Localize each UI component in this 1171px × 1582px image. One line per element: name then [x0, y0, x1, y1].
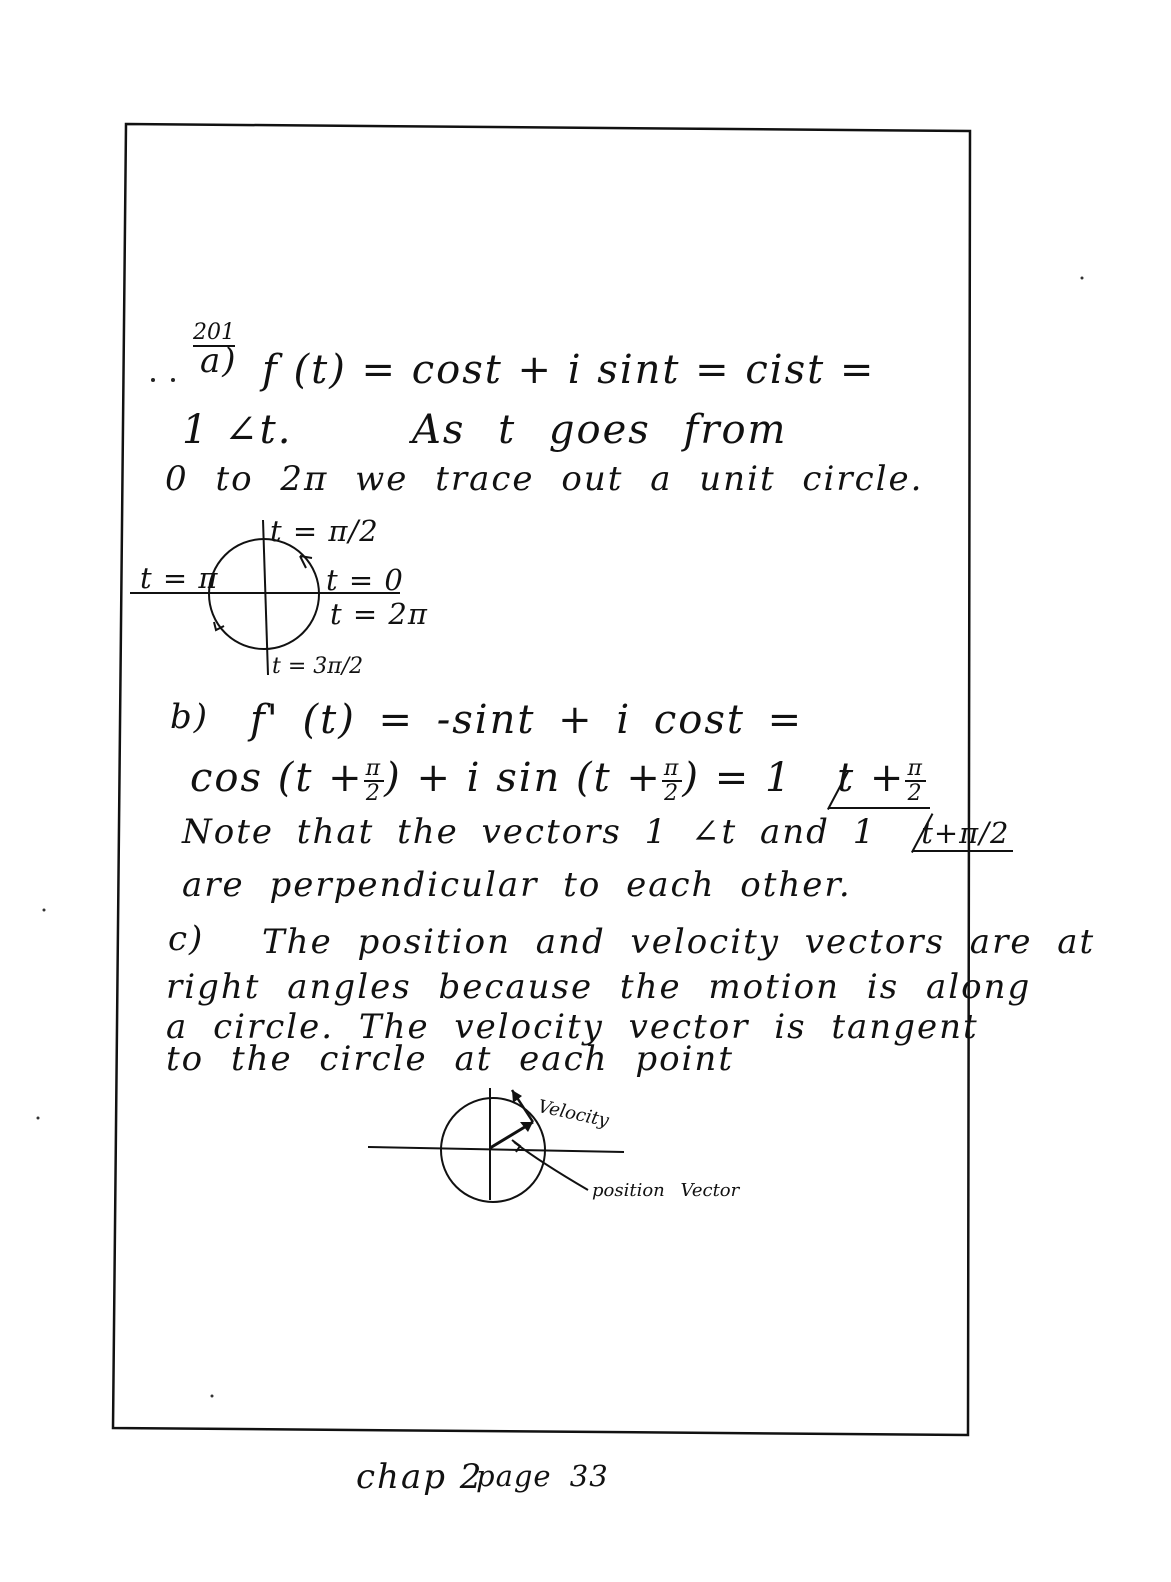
- label-t-zero: t = 0: [326, 563, 404, 597]
- label-t-3pi-over-2: t = 3π/2: [272, 654, 364, 679]
- part-c-label: c): [168, 919, 205, 959]
- scan-dot: [1081, 277, 1084, 280]
- part-c-line1: The position and velocity vectors are at: [262, 922, 1096, 962]
- part-a-line2: As t goes from: [412, 407, 788, 453]
- page-number-label: page 33: [476, 1459, 609, 1493]
- part-c-line4: to the circle at each point: [166, 1039, 734, 1079]
- label-t-pi: t = π: [140, 561, 219, 595]
- t-plus-text: t +: [593, 755, 662, 802]
- label-t-pi-over-2: t = π/2: [270, 514, 379, 548]
- part-a-angle-notation: 1 ∠t.: [182, 407, 293, 453]
- scan-dot: [171, 378, 175, 382]
- part-a-label: a): [200, 341, 238, 381]
- part-c-line3: a circle. The velocity vector is tangent: [166, 1007, 979, 1047]
- sin-text: + i sin: [416, 755, 562, 802]
- t-plus-text: t +: [295, 755, 364, 802]
- part-b-line2: cos (t + $\frac{\pi}{2}$ ) + i sin (t + $\frac{\pi}{2}$ ) = 1 t + $\frac{\pi}{2}$: [190, 757, 930, 809]
- part-a-line3: 0 to 2π we trace out a unit circle.: [165, 459, 924, 499]
- part-b-derivative: f' (t) = -sint + i cost =: [250, 697, 804, 743]
- direction-arrow-icon: [300, 556, 312, 568]
- part-b-note-line2: are perpendicular to each other.: [182, 865, 852, 905]
- angle-symbol: t + $\frac{\pi}{2}$: [829, 757, 930, 809]
- cos-text: cos: [190, 755, 264, 802]
- scan-dot: [151, 378, 155, 382]
- chapter-label: chap 2: [356, 1457, 484, 1497]
- part-c-line2: right angles because the motion is along: [166, 967, 1032, 1007]
- scan-dot: [211, 1395, 214, 1398]
- part-a-equation: f (t) = cost + i sint = cist =: [262, 347, 876, 393]
- fraction: $\frac{\pi}{2}$: [365, 756, 383, 807]
- y-axis: [263, 520, 268, 675]
- velocity-label: Velocity: [536, 1096, 611, 1132]
- scan-dot: [43, 909, 46, 912]
- scan-dot: [37, 1117, 40, 1120]
- label-pointer: [514, 1142, 588, 1190]
- part-b-label: b): [170, 697, 210, 737]
- part-b-note: Note that the vectors 1 ∠t and 1 t+π/2: [182, 815, 1013, 852]
- equals-one-text: = 1: [714, 755, 793, 802]
- angle-symbol: t+π/2: [913, 819, 1013, 852]
- label-t-2pi: t = 2π: [330, 597, 428, 631]
- x-axis: [368, 1147, 624, 1152]
- problem-number: 201: [193, 320, 235, 345]
- fraction: $\frac{\pi}{2}$: [663, 756, 681, 807]
- fraction: $\frac{\pi}{2}$: [907, 756, 924, 807]
- position-vector-label: position Vector: [592, 1180, 740, 1201]
